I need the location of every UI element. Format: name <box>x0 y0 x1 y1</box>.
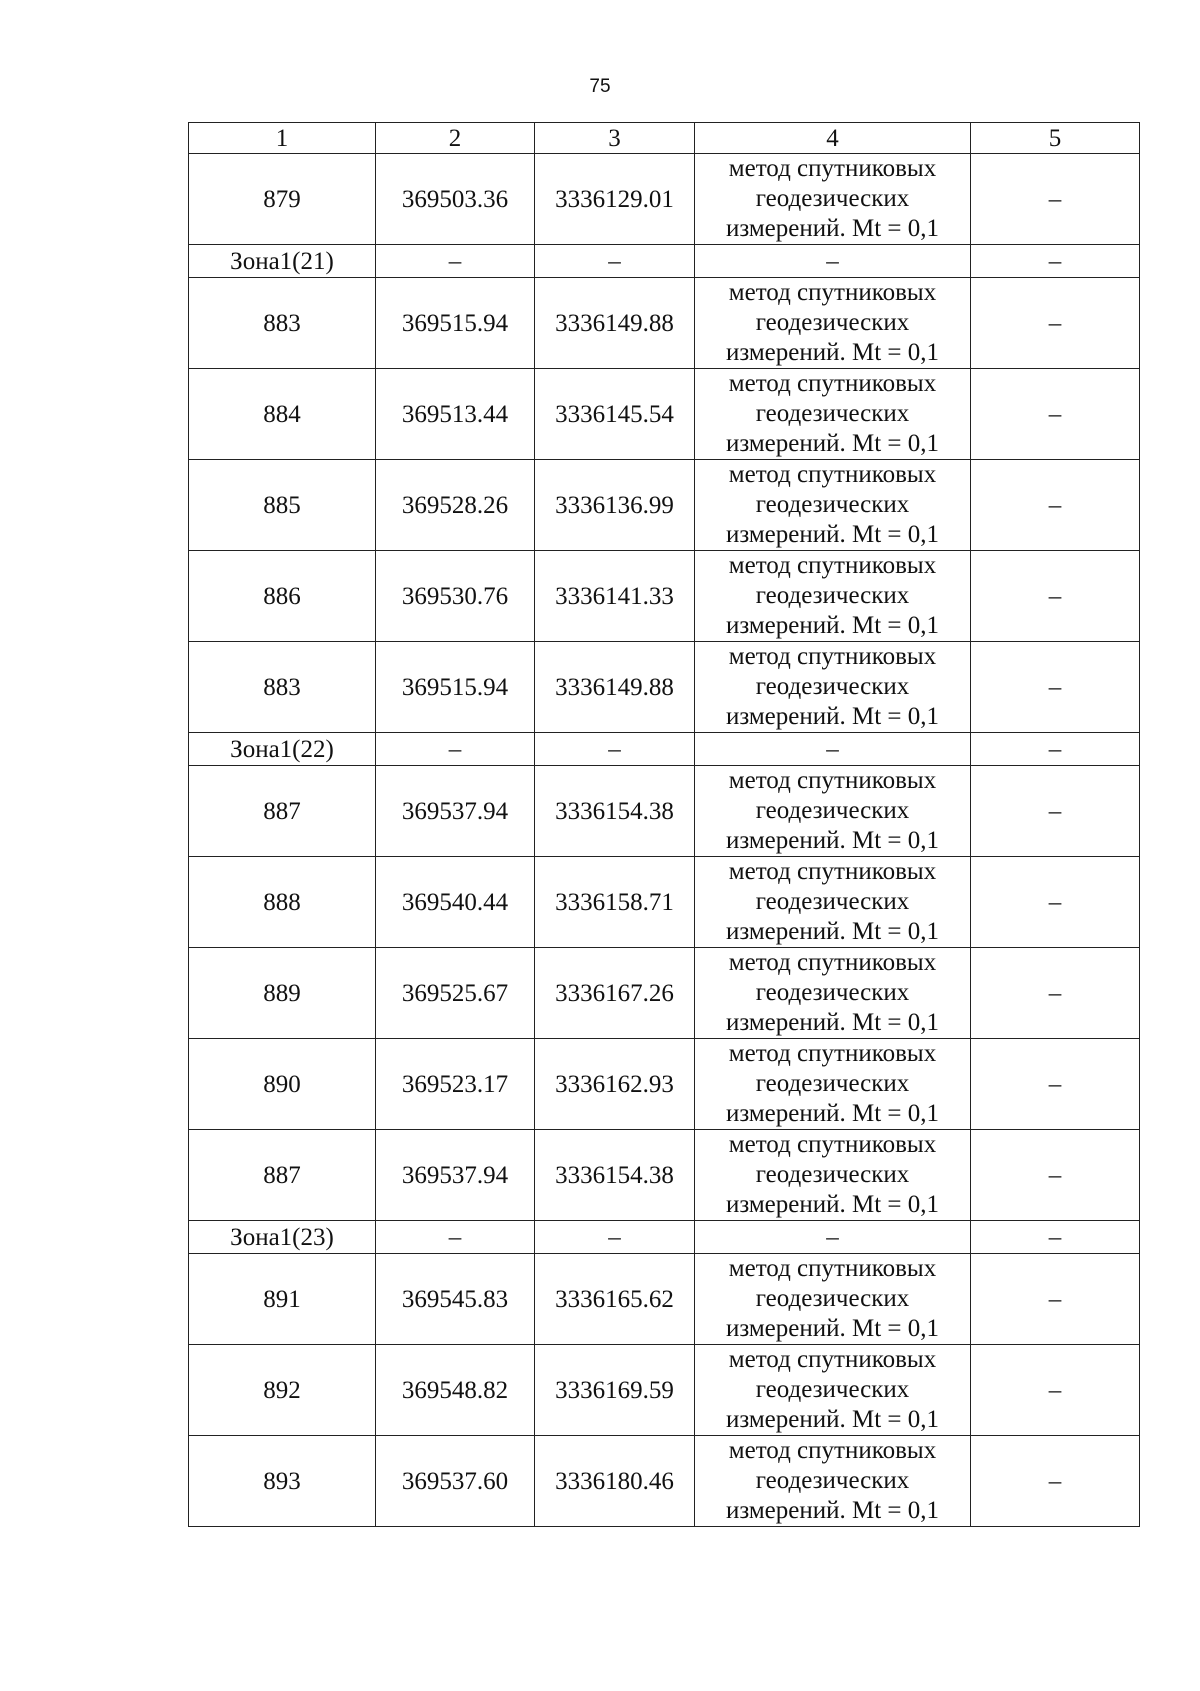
coord-x: 369545.83 <box>376 1254 535 1345</box>
coord-x: 369503.36 <box>376 154 535 245</box>
method-line: геодезических <box>755 979 910 1006</box>
method-cell <box>695 1436 971 1527</box>
dash-cell: – <box>535 1221 695 1254</box>
point-number: 891 <box>189 1254 376 1345</box>
method-cell <box>695 154 971 245</box>
point-row <box>189 766 1140 857</box>
coord-x: 369548.82 <box>376 1345 535 1436</box>
method-line: измерений. Mt = 0,1 <box>725 1497 940 1524</box>
coord-y: 3336145.54 <box>535 369 695 460</box>
zone-label: Зона1(23) <box>189 1221 376 1254</box>
method-line: метод спутниковых <box>728 461 937 488</box>
method-line: метод спутниковых <box>728 155 937 182</box>
method-line: измерений. Mt = 0,1 <box>725 215 940 242</box>
point-row <box>189 460 1140 551</box>
col5-value: – <box>971 1436 1140 1527</box>
coord-y: 3336154.38 <box>535 1130 695 1221</box>
header-cell-2: 2 <box>376 123 535 154</box>
method-cell <box>695 551 971 642</box>
dash-cell: – <box>535 245 695 278</box>
coord-y: 3336165.62 <box>535 1254 695 1345</box>
col5-value: – <box>971 154 1140 245</box>
point-number: 890 <box>189 1039 376 1130</box>
dash-cell: – <box>376 733 535 766</box>
method-line: метод спутниковых <box>728 1346 937 1373</box>
method-line: метод спутниковых <box>728 552 937 579</box>
coord-x: 369525.67 <box>376 948 535 1039</box>
coordinates-table <box>188 122 1140 1527</box>
page-number: 75 <box>589 76 611 97</box>
coord-y: 3336167.26 <box>535 948 695 1039</box>
point-row <box>189 1039 1140 1130</box>
coord-y: 3336169.59 <box>535 1345 695 1436</box>
method-line: измерений. Mt = 0,1 <box>725 612 940 639</box>
method-line: геодезических <box>755 1467 910 1494</box>
coord-x: 369515.94 <box>376 642 535 733</box>
method-line: измерений. Mt = 0,1 <box>725 827 940 854</box>
header-cell-4: 4 <box>695 123 971 154</box>
dash-cell: – <box>695 1221 971 1254</box>
coord-x: 369515.94 <box>376 278 535 369</box>
method-line: геодезических <box>755 797 910 824</box>
col5-value: – <box>971 460 1140 551</box>
method-cell <box>695 278 971 369</box>
point-number: 885 <box>189 460 376 551</box>
col5-value: – <box>971 278 1140 369</box>
method-line: измерений. Mt = 0,1 <box>725 1009 940 1036</box>
zone-label: Зона1(22) <box>189 733 376 766</box>
method-line: измерений. Mt = 0,1 <box>725 430 940 457</box>
method-line: геодезических <box>755 400 910 427</box>
coord-x: 369528.26 <box>376 460 535 551</box>
coord-y: 3336162.93 <box>535 1039 695 1130</box>
method-line: измерений. Mt = 0,1 <box>725 703 940 730</box>
method-cell <box>695 369 971 460</box>
method-line: измерений. Mt = 0,1 <box>725 1191 940 1218</box>
point-row <box>189 1130 1140 1221</box>
point-number: 889 <box>189 948 376 1039</box>
point-number: 893 <box>189 1436 376 1527</box>
col5-value: – <box>971 642 1140 733</box>
method-line: геодезических <box>755 1161 910 1188</box>
method-line: геодезических <box>755 491 910 518</box>
zone-row <box>189 1221 1140 1254</box>
point-row <box>189 154 1140 245</box>
method-cell <box>695 766 971 857</box>
point-row <box>189 948 1140 1039</box>
method-line: метод спутниковых <box>728 767 937 794</box>
method-line: метод спутниковых <box>728 370 937 397</box>
method-line: метод спутниковых <box>728 1040 937 1067</box>
dash-cell: – <box>535 733 695 766</box>
col5-value: – <box>971 1039 1140 1130</box>
dash-cell: – <box>971 733 1140 766</box>
zone-label: Зона1(21) <box>189 245 376 278</box>
coord-y: 3336136.99 <box>535 460 695 551</box>
method-cell <box>695 948 971 1039</box>
point-number: 884 <box>189 369 376 460</box>
method-line: метод спутниковых <box>728 1131 937 1158</box>
method-line: измерений. Mt = 0,1 <box>725 1100 940 1127</box>
point-row <box>189 857 1140 948</box>
header-cell-1: 1 <box>189 123 376 154</box>
zone-row <box>189 733 1140 766</box>
coord-x: 369537.60 <box>376 1436 535 1527</box>
coord-x: 369540.44 <box>376 857 535 948</box>
dash-cell: – <box>376 1221 535 1254</box>
col5-value: – <box>971 1254 1140 1345</box>
dash-cell: – <box>971 245 1140 278</box>
header-row <box>189 123 1140 154</box>
point-row <box>189 551 1140 642</box>
col5-value: – <box>971 857 1140 948</box>
point-number: 892 <box>189 1345 376 1436</box>
point-number: 883 <box>189 278 376 369</box>
coord-x: 369530.76 <box>376 551 535 642</box>
method-line: метод спутниковых <box>728 949 937 976</box>
coord-x: 369513.44 <box>376 369 535 460</box>
method-cell <box>695 1254 971 1345</box>
method-line: геодезических <box>755 1070 910 1097</box>
method-cell <box>695 1130 971 1221</box>
coord-y: 3336149.88 <box>535 642 695 733</box>
dash-cell: – <box>376 245 535 278</box>
method-line: измерений. Mt = 0,1 <box>725 521 940 548</box>
point-number: 887 <box>189 766 376 857</box>
col5-value: – <box>971 948 1140 1039</box>
header-cell-5: 5 <box>971 123 1140 154</box>
dash-cell: – <box>695 733 971 766</box>
method-line: измерений. Mt = 0,1 <box>725 1315 940 1342</box>
method-line: измерений. Mt = 0,1 <box>725 1406 940 1433</box>
coord-y: 3336141.33 <box>535 551 695 642</box>
zone-row <box>189 245 1140 278</box>
method-line: геодезических <box>755 582 910 609</box>
dash-cell: – <box>971 1221 1140 1254</box>
method-line: геодезических <box>755 309 910 336</box>
point-row <box>189 1254 1140 1345</box>
col5-value: – <box>971 369 1140 460</box>
point-row <box>189 1345 1140 1436</box>
method-line: измерений. Mt = 0,1 <box>725 339 940 366</box>
point-number: 883 <box>189 642 376 733</box>
coord-x: 369537.94 <box>376 1130 535 1221</box>
method-line: геодезических <box>755 673 910 700</box>
header-cell-3: 3 <box>535 123 695 154</box>
method-line: геодезических <box>755 185 910 212</box>
method-cell <box>695 1039 971 1130</box>
method-line: геодезических <box>755 888 910 915</box>
coord-y: 3336180.46 <box>535 1436 695 1527</box>
point-number: 887 <box>189 1130 376 1221</box>
point-row <box>189 642 1140 733</box>
method-line: геодезических <box>755 1376 910 1403</box>
method-line: метод спутниковых <box>728 643 937 670</box>
point-row <box>189 369 1140 460</box>
method-line: геодезических <box>755 1285 910 1312</box>
coord-y: 3336154.38 <box>535 766 695 857</box>
method-line: метод спутниковых <box>728 279 937 306</box>
col5-value: – <box>971 766 1140 857</box>
point-row <box>189 278 1140 369</box>
point-number: 888 <box>189 857 376 948</box>
method-cell <box>695 460 971 551</box>
method-cell <box>695 1345 971 1436</box>
dash-cell: – <box>695 245 971 278</box>
coord-y: 3336149.88 <box>535 278 695 369</box>
method-line: метод спутниковых <box>728 858 937 885</box>
col5-value: – <box>971 1130 1140 1221</box>
coord-x: 369523.17 <box>376 1039 535 1130</box>
method-line: метод спутниковых <box>728 1437 937 1464</box>
col5-value: – <box>971 551 1140 642</box>
method-cell <box>695 642 971 733</box>
coord-x: 369537.94 <box>376 766 535 857</box>
method-line: метод спутниковых <box>728 1255 937 1282</box>
coord-y: 3336158.71 <box>535 857 695 948</box>
method-cell <box>695 857 971 948</box>
point-number: 886 <box>189 551 376 642</box>
point-number: 879 <box>189 154 376 245</box>
table-body <box>189 123 1140 1527</box>
point-row <box>189 1436 1140 1527</box>
col5-value: – <box>971 1345 1140 1436</box>
method-line: измерений. Mt = 0,1 <box>725 918 940 945</box>
coord-y: 3336129.01 <box>535 154 695 245</box>
